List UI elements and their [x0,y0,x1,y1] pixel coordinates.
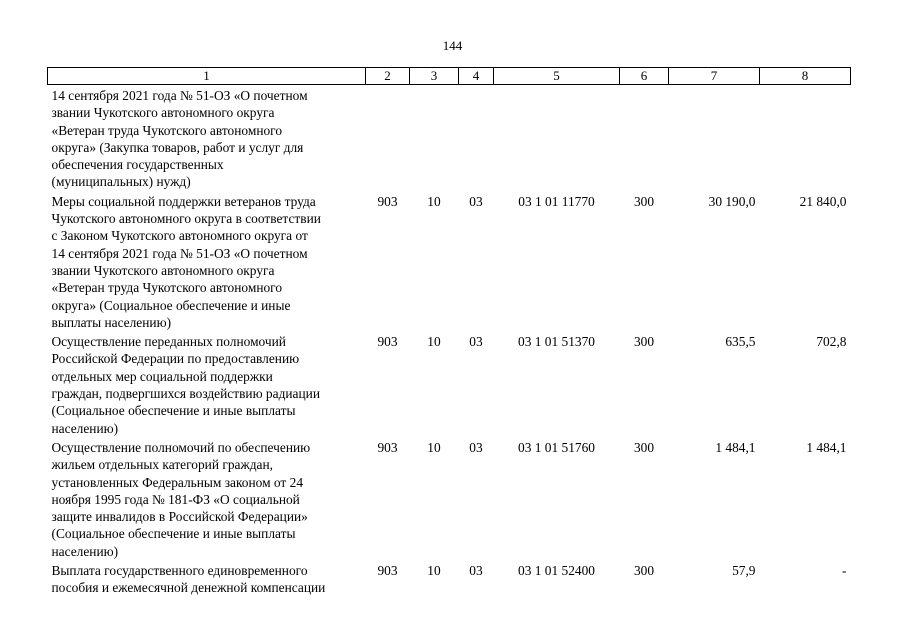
description-line: округа» (Социальное обеспечение и иные [51,297,291,313]
header-col-8: 8 [760,68,851,85]
row-description [48,191,366,331]
row-description [48,85,366,191]
expense-type-code [620,85,669,191]
description-line: (Социальное обеспечение и иные выплаты [51,403,296,419]
table-row [48,191,851,331]
target-article-code: 03 1 01 52400 [518,563,595,579]
amount-year-2 [760,85,851,191]
row-description [48,331,366,437]
expense-type-code: 300 [633,439,655,455]
ministry-code: 903 [377,563,398,579]
amount-year-1: 57,9 [732,563,756,579]
description-line: звании Чукотского автономного округа [51,262,275,278]
target-article-code: 03 1 01 51760 [518,439,595,455]
amount-year-1: 1 484,1 [715,439,756,455]
expense-type-code: 300 [633,334,655,350]
description-line: 14 сентября 2021 года № 51-ОЗ «О почетном [51,245,308,261]
header-col-4: 4 [459,68,494,85]
header-col-3: 3 [410,68,459,85]
table-row [48,85,851,191]
subsection-code: 03 [469,563,483,579]
amount-year-1: 635,5 [725,334,756,350]
amount-year-1: 30 190,0 [708,193,756,209]
page-number: 144 [442,38,463,53]
row-description [48,560,366,597]
table-row [48,331,851,437]
description-line: 14 сентября 2021 года № 51-ОЗ «О почетном [51,88,308,103]
section-code [410,85,459,191]
description-line: Чукотского автономного округа в соответствии [51,211,321,227]
row-description [48,437,366,560]
ministry-code: 903 [377,193,398,209]
description-line: Меры социальной поддержки ветеранов труда [51,193,316,209]
ministry-code: 903 [377,439,398,455]
expense-type-code: 300 [633,563,655,579]
description-line: жильем отдельных категорий граждан, [51,457,273,473]
description-line: выплаты населению) [51,314,172,330]
ministry-code [366,85,410,191]
amount-year-1 [669,85,760,191]
table-row [48,560,851,597]
description-line: с Законом Чукотского автономного округа от [51,228,308,244]
description-line: населению) [51,420,119,436]
description-line: округа» (Закупка товаров, работ и услуг для [51,139,304,155]
header-col-2: 2 [366,68,410,85]
section-code: 10 [427,439,441,455]
description-line: обеспечения государственных [51,157,224,173]
description-line: звании Чукотского автономного округа [51,105,275,121]
amount-year-2: 21 840,0 [799,193,847,209]
subsection-code: 03 [469,334,483,350]
description-line: Осуществление полномочий по обеспечению [51,439,311,455]
amount-year-2: 1 484,1 [806,439,847,455]
section-code: 10 [427,334,441,350]
table-row [48,437,851,560]
description-line: населению) [51,543,119,559]
amount-year-2: - [842,563,847,579]
section-code: 10 [427,193,441,209]
table-body [48,85,851,597]
description-line: Осуществление переданных полномочий [51,334,286,350]
budget-table [47,67,851,597]
header-col-1: 1 [48,68,366,85]
description-line: «Ветеран труда Чукотского автономного [51,280,283,296]
description-line: (Социальное обеспечение и иные выплаты [51,526,296,542]
header-row [48,68,851,85]
description-line: защите инвалидов в Российской Федерации» [51,509,308,525]
section-code: 10 [427,563,441,579]
target-article-code [494,85,620,191]
description-line: отдельных мер социальной поддержки [51,368,273,384]
ministry-code: 903 [377,334,398,350]
description-line: Российской Федерации по предоставлению [51,351,300,367]
target-article-code: 03 1 01 51370 [518,334,595,350]
description-line: «Ветеран труда Чукотского автономного [51,122,283,138]
description-line: установленных Федеральным законом от 24 [51,474,304,490]
amount-year-2: 702,8 [816,334,847,350]
subsection-code: 03 [469,193,483,209]
description-line: (муниципальных) нужд) [51,174,191,190]
subsection-code: 03 [469,439,483,455]
header-col-5: 5 [494,68,620,85]
expense-type-code: 300 [633,193,655,209]
header-col-6: 6 [620,68,669,85]
description-line: Выплата государственного единовременного [51,563,308,579]
description-line: пособия и ежемесячной денежной компенсации [51,580,326,596]
description-line: граждан, подвергшихся воздействию радиации [51,386,320,402]
description-line: ноября 1995 года № 181-ФЗ «О социальной [51,491,300,507]
subsection-code [459,85,494,191]
target-article-code: 03 1 01 11770 [518,193,595,209]
header-col-7: 7 [669,68,760,85]
